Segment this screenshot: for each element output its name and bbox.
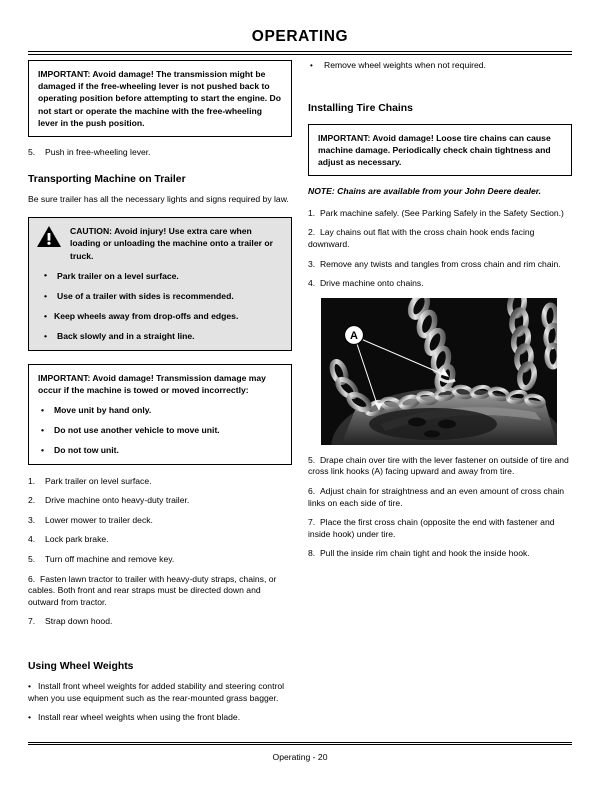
step-text: Pull the inside rim chain tight and hook the inside hook.: [319, 548, 530, 559]
step-number: 5.: [28, 554, 36, 565]
header-divider: [28, 51, 572, 55]
footer-divider: [28, 742, 572, 745]
wheel-weights-bullet-2-text: Install rear wheel weights when using the front blade.: [38, 712, 241, 723]
step-text: Drive machine onto heavy-duty trailer.: [45, 495, 190, 506]
step-number: 4.: [308, 278, 316, 289]
bullet-glyph: •: [44, 270, 48, 281]
step-number: 7.: [28, 616, 36, 627]
caution-box-loading: [28, 217, 292, 350]
step-number: 6.: [28, 573, 36, 584]
note-john-deere-dealer: NOTE: Chains are available from your John Deere dealer.: [308, 186, 542, 197]
chain-step-7: [308, 517, 572, 540]
trailer-step-2: [28, 495, 292, 507]
step-number: 7.: [308, 517, 316, 528]
trailer-step-4: [28, 534, 292, 546]
caution-bullet-3-text: Keep wheels away from drop-offs and edges.: [54, 311, 239, 322]
chain-step-5: [308, 455, 572, 478]
step-text: Adjust chain for straightness and an even amount of cross chain links on each side of tire.: [308, 485, 565, 508]
bullet-glyph: •: [44, 290, 48, 301]
trailer-step-7: [28, 616, 292, 628]
step-text: Lower mower to trailer deck.: [45, 514, 153, 525]
bullet-glyph: •: [28, 712, 32, 723]
right-column: [308, 60, 572, 568]
trailer-step-5: [28, 554, 292, 566]
caution-bullet-4-text: Back slowly and in a straight line.: [57, 331, 195, 342]
step-text: Remove any twists and tangles from cross chain and rim chain.: [319, 258, 561, 269]
caution-bullet-2: [38, 290, 282, 302]
important-box-towing: [28, 364, 292, 465]
towing-bullet-2-text: Do not use another vehicle to move unit.: [54, 425, 220, 436]
chain-step-3: [308, 259, 572, 271]
remove-wheel-weights-text: Remove wheel weights when not required.: [324, 60, 486, 70]
trailer-step-3: [28, 515, 292, 527]
chain-step-2: [308, 227, 572, 250]
step-number: 2.: [28, 495, 36, 506]
step-number: 3.: [308, 258, 316, 269]
caution-bullet-1: [38, 270, 282, 282]
towing-bullet-2: [38, 424, 282, 436]
heading-transporting-machine-on-trailer: Transporting Machine on Trailer: [28, 173, 186, 185]
step-text: Drape chain over tire with the lever fastener on outside of tire and cross link hooks (A) facing upward and away from tire.: [308, 454, 569, 477]
bullet-glyph: •: [41, 424, 45, 435]
important-box-transmission-text: IMPORTANT: Avoid damage! The transmission might be damaged if the free-wheeling lever is not pushed back to operating position before attempting to start the engine. Do not start or operate the machine with the free-wheeling lever in the push position.: [38, 69, 282, 128]
bullet-glyph: •: [41, 444, 45, 455]
warning-triangle-icon: [36, 225, 62, 248]
chain-step-4: [308, 278, 572, 290]
remove-wheel-weights-bullet: [308, 60, 572, 72]
caution-bullet-2-text: Use of a trailer with sides is recommended.: [57, 291, 234, 302]
heading-using-wheel-weights: Using Wheel Weights: [28, 660, 134, 672]
svg-text:A: A: [350, 329, 358, 342]
bullet-glyph: •: [310, 60, 313, 70]
bullet-glyph: •: [41, 404, 45, 415]
step-text: Turn off machine and remove key.: [45, 554, 175, 565]
chain-step-6: [308, 486, 572, 509]
step-number: 8.: [308, 548, 316, 559]
step-number: 3.: [28, 514, 36, 525]
important-box-tire-chains-text: IMPORTANT: Avoid damage! Loose tire chains can cause machine damage. Periodically check chain tightness and adjust as necessary.: [318, 132, 551, 167]
towing-bullet-1: [38, 404, 282, 416]
important-box-towing-text: IMPORTANT: Avoid damage! Transmission damage may occur if the machine is towed or moved incorrectly:: [38, 372, 266, 395]
page-title: OPERATING: [251, 28, 349, 45]
step-number: 1.: [28, 475, 36, 486]
chain-step-1: [308, 208, 572, 220]
chain-step-8: [308, 548, 572, 560]
important-box-transmission: [28, 60, 292, 137]
step-text: Park machine safely. (See Parking Safely in the Safety Section.): [319, 207, 564, 218]
page-header: [28, 28, 572, 46]
caution-bullet-4: [38, 330, 282, 342]
step-number: 4.: [28, 534, 36, 545]
bullet-glyph: •: [44, 311, 48, 322]
step-text: Lock park brake.: [45, 534, 109, 545]
step-number: 5.: [28, 147, 36, 158]
step-number: 2.: [308, 227, 316, 238]
step-push-free-wheeling-lever: [28, 147, 292, 159]
step-number: 5.: [308, 454, 316, 465]
step-text: Drive machine onto chains.: [319, 278, 424, 289]
trailer-step-1: [28, 476, 292, 488]
footer-page-label: Operating - 20: [272, 752, 328, 762]
step-text: Lay chains out flat with the cross chain hook ends facing downward.: [308, 227, 535, 249]
important-box-tire-chains: [308, 124, 572, 177]
towing-bullet-3-text: Do not tow unit.: [54, 445, 119, 456]
heading-installing-tire-chains: Installing Tire Chains: [308, 102, 413, 114]
wheel-weights-bullet-1: [28, 681, 292, 704]
left-column: [28, 60, 292, 732]
bullet-glyph: •: [44, 330, 48, 341]
towing-bullet-3: [38, 444, 282, 456]
towing-bullet-1-text: Move unit by hand only.: [54, 405, 152, 416]
trailer-step-6: [28, 574, 292, 609]
step-text: Fasten lawn tractor to trailer with heavy-duty straps, chains, or cables. Both front and rear straps must be directed down and outward from tractor.: [28, 573, 277, 607]
step-text: Strap down hood.: [45, 616, 113, 627]
caution-bullet-3: [38, 310, 282, 322]
wheel-weights-bullet-2: [28, 712, 292, 724]
step-text: Place the first cross chain (opposite the end with fastener and inside hook) under tire.: [308, 517, 555, 539]
step-text: Park trailer on level surface.: [45, 475, 152, 486]
wheel-weights-bullet-1-text: Install front wheel weights for added stability and steering control when you use equipment such as the rear-mounted grass bagger.: [28, 680, 285, 703]
step-number: 1.: [308, 207, 316, 218]
step-text: Push in free-wheeling lever.: [45, 147, 151, 158]
transporting-intro-paragraph: Be sure trailer has all the necessary lights and signs required by law.: [28, 193, 289, 204]
caution-box-text: CAUTION: Avoid injury! Use extra care when loading or unloading the machine onto a trailer or truck.: [70, 226, 273, 261]
caution-bullet-1-text: Park trailer on a level surface.: [57, 270, 179, 281]
bullet-glyph: •: [28, 680, 32, 691]
step-number: 6.: [308, 485, 316, 496]
tire-chain-photo: [321, 298, 557, 445]
